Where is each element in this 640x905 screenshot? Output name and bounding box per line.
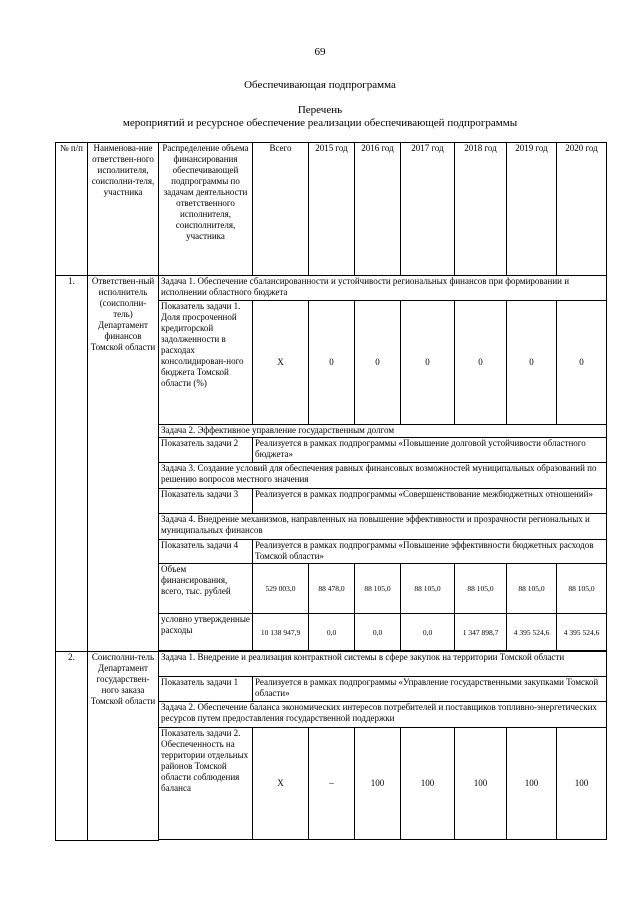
value-cell: X	[253, 301, 309, 425]
value-cell: 100	[401, 728, 455, 840]
indicator-label: Показатель задачи 2	[159, 438, 253, 463]
value-cell: 100	[557, 728, 607, 840]
funding-2015: 88 478,0	[309, 564, 355, 614]
indicator-label: Показатель задачи 3	[159, 489, 253, 514]
value-cell: 100	[355, 728, 401, 840]
approved-label: условно утвержденные расходы	[159, 614, 253, 651]
funding-total: 529 003,0	[253, 564, 309, 614]
funding-2020: 88 105,0	[557, 564, 607, 614]
header-distribution: Распределение объема финансирования обеспечивающей подпрограммы по задачам деятельности ответственного исполнителя, соисполнителя, участника	[159, 143, 253, 276]
funding-2018: 88 105,0	[455, 564, 507, 614]
funding-2019: 88 105,0	[507, 564, 557, 614]
executor-cell: Соисполни-тель Департамент государствен-ного заказа Томской области	[88, 652, 159, 841]
value-cell: 0	[355, 301, 401, 425]
value-cell: 100	[455, 728, 507, 840]
table-header-row	[56, 143, 607, 276]
indicator-text: Реализуется в рамках подпрограммы «Повышение эффективности бюджетных расходов Томской области»	[253, 540, 607, 564]
funding-label: Объем финансирования, всего, тыс. рублей	[159, 564, 253, 614]
task-cell: Задача 3. Создание условий для обеспечения равных финансовых возможностей муниципальных образований по решению вопросов местного значения	[159, 463, 607, 489]
indicator-label: Показатель задачи 4	[159, 540, 253, 564]
section-heading: Обеспечивающая подпрограмма	[244, 79, 396, 91]
executor-cell: Ответствен-ный исполнитель (соисполни-тель) Департамент финансов Томской области	[88, 276, 159, 652]
task-cell: Задача 1. Обеспечение сбалансированности и устойчивости региональных финансов при формировании и исполнении областного бюджета	[159, 276, 607, 301]
funding-2017: 88 105,0	[401, 564, 455, 614]
task-cell: Задача 2. Эффективное управление государственным долгом	[159, 425, 607, 438]
row-number: 2.	[56, 652, 88, 841]
indicator-label: Показатель задачи 1	[159, 677, 253, 702]
approved-total: 10 138 947,9	[253, 614, 309, 651]
header-2020: 2020 год	[557, 143, 607, 276]
list-title: Перечень	[297, 104, 343, 116]
indicator-label: Показатель задачи 1. Доля просроченной кредиторской задолженности в расходах консолидирован-ного бюджета Томской области (%)	[159, 301, 253, 425]
header-2019: 2019 год	[507, 143, 557, 276]
header-num: № п/п	[56, 143, 88, 276]
task-cell: Задача 2. Обеспечение баланса экономических интересов потребителей и поставщиков топливно-энергетических ресурсов путем предоставления государственной поддержки	[159, 702, 607, 728]
header-2017: 2017 год	[401, 143, 455, 276]
header-executor: Наименова-ние ответствен-ного исполнителя, соисполни-теля, участника	[88, 143, 159, 276]
approved-2020: 4 395 524,6	[557, 614, 607, 651]
header-2018: 2018 год	[455, 143, 507, 276]
table-row	[56, 276, 607, 301]
approved-2016: 0,0	[355, 614, 401, 651]
list-subtitle: мероприятий и ресурсное обеспечение реализации обеспечивающей подпрограммы	[122, 117, 518, 129]
row-number: 1.	[56, 276, 88, 652]
task-cell: Задача 4. Внедрение механизмов, направленных на повышение эффективности и прозрачности региональных и муниципальных финансов	[159, 514, 607, 540]
header-2016: 2016 год	[355, 143, 401, 276]
value-cell: 0	[557, 301, 607, 425]
approved-2017: 0,0	[401, 614, 455, 651]
value-cell: 0	[401, 301, 455, 425]
indicator-text: Реализуется в рамках подпрограммы «Совершенствование межбюджетных отношений»	[253, 489, 607, 514]
indicator-text: Реализуется в рамках подпрограммы «Повышение долговой устойчивости областного бюджета»	[253, 438, 607, 463]
value-cell: 100	[507, 728, 557, 840]
value-cell: 0	[309, 301, 355, 425]
value-cell: X	[253, 728, 309, 840]
value-cell: –	[309, 728, 355, 840]
funding-2016: 88 105,0	[355, 564, 401, 614]
value-cell: 0	[507, 301, 557, 425]
approved-2018: 1 347 898,7	[455, 614, 507, 651]
approved-2019: 4 395 524,6	[507, 614, 557, 651]
value-cell: 0	[455, 301, 507, 425]
page-number: 69	[314, 46, 326, 58]
activities-table	[55, 142, 607, 841]
indicator-text: Реализуется в рамках подпрограммы «Управление государственными закупками Томской области»	[253, 677, 607, 702]
approved-2015: 0,0	[309, 614, 355, 651]
header-2015: 2015 год	[309, 143, 355, 276]
header-total: Всего	[253, 143, 309, 276]
table-row	[56, 652, 607, 677]
task-cell: Задача 1. Внедрение и реализация контрактной системы в сфере закупок на территории Томской области	[159, 652, 607, 677]
indicator-label: Показатель задачи 2. Обеспеченность на территории отдельных районов Томской области соблюдения баланса	[159, 728, 253, 840]
